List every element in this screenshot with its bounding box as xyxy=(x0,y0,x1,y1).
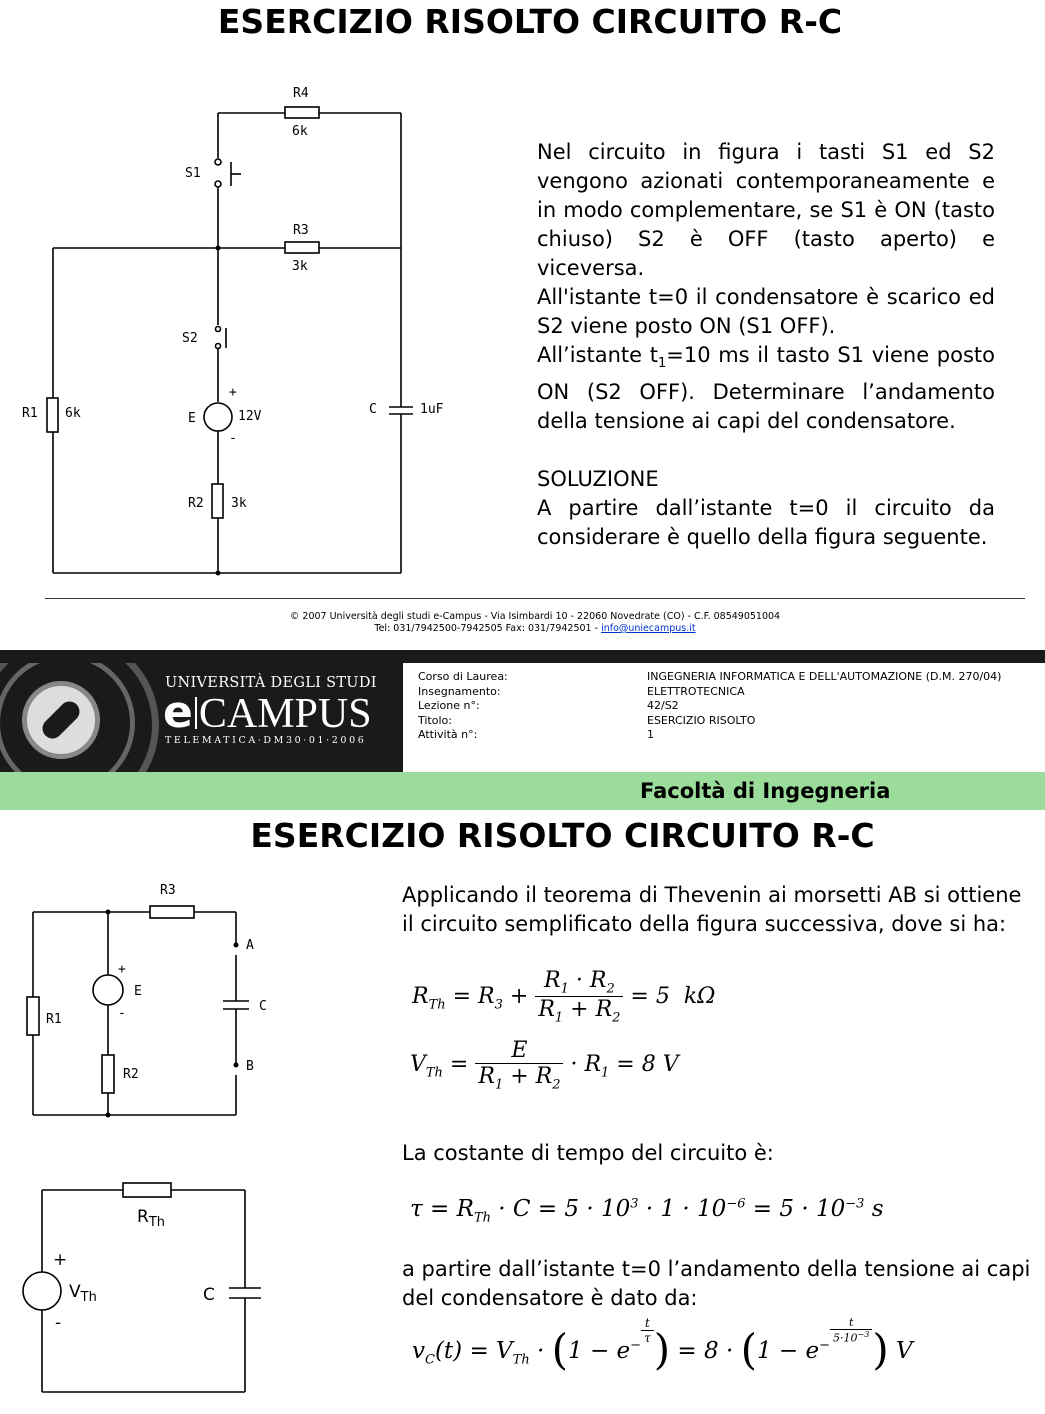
formula-rth: $R_{Th} = R_3$ + $\frac{R_1 \cdot R_2}{R_1 + R_2}$ = 5 kΩ xyxy=(412,968,716,1026)
course-info-panel xyxy=(403,663,1045,772)
r3-label: R3 xyxy=(160,883,176,898)
footer-divider xyxy=(45,598,1025,599)
r3-value: 3k xyxy=(292,259,308,274)
r1-label: R1 xyxy=(22,406,38,421)
s2-label: S2 xyxy=(182,331,198,346)
ecampus-wordmark: e CAMPUS xyxy=(163,687,372,738)
c-label: C xyxy=(203,1285,215,1305)
r1-value: 6k xyxy=(65,406,81,421)
circuit-diagram-rc xyxy=(15,80,475,585)
solution-paragraph: A partire dall’istante t=0 il circuito da considerare è quello della figura seguente. xyxy=(537,496,995,550)
header-top-bar xyxy=(0,650,1045,663)
r2-label: R2 xyxy=(123,1067,139,1082)
page-2-title: ESERCIZIO RISOLTO CIRCUITO R-C xyxy=(250,816,875,855)
terminal-a-label: A xyxy=(246,938,254,953)
r4-value: 6k xyxy=(292,124,308,139)
r4-label: R4 xyxy=(293,86,309,101)
solution-heading: SOLUZIONE xyxy=(537,467,659,492)
faculty-name: Facoltà di Ingegneria xyxy=(640,779,891,803)
e-plus: + xyxy=(118,962,126,977)
r2-value: 3k xyxy=(231,496,247,511)
university-subtitle: TELEMATICA·DM30·01·2006 xyxy=(165,735,367,746)
problem-paragraph-2: All'istante t=0 il condensatore è scarico ed S2 viene posto ON (S1 OFF). xyxy=(537,285,995,338)
course-info-labels: Corso di Laurea: Insegnamento: Lezione n°: Titolo: Attività n°: xyxy=(418,670,508,741)
footer-email-link[interactable]: info@uniecampus.it xyxy=(601,623,696,634)
formula-vc: $v_C(t) = V_{Th} \cdot (1 - e^{- \frac{t}{\tau}}$ ) = $8 \cdot (1 - e^{- \frac{t}{5\cdot 10^{-3}}}$ ) V xyxy=(412,1316,913,1374)
university-logo-panel xyxy=(0,663,403,772)
e-minus: - xyxy=(118,1006,126,1021)
capacitor-voltage-text: a partire dall’istante t=0 l’andamento della tensione ai capi del condensatore è dato da: xyxy=(402,1257,1031,1310)
vth-plus: + xyxy=(53,1250,68,1270)
vth-label: $V_{Th}$ xyxy=(69,1282,97,1305)
r2-label: R2 xyxy=(188,496,204,511)
thevenin-intro: Applicando il teorema di Thevenin ai morsetti AB si ottiene il circuito semplificato della figura successiva, dove si ha: xyxy=(402,883,1022,936)
university-name: UNIVERSITÀ DEGLI STUDI xyxy=(165,675,377,691)
e-label: E xyxy=(188,411,196,426)
time-constant-text: La costante di tempo del circuito è: xyxy=(402,1141,774,1165)
circuit-diagram-thevenin-equivalent xyxy=(15,1170,265,1400)
footer-line-1: © 2007 Università degli studi e-Campus - Via Isimbardi 10 - 22060 Novedrate (CO) - C.F. 08549051004 xyxy=(289,611,781,622)
course-info-values: INGEGNERIA INFORMATICA E DELL'AUTOMAZIONE (D.M. 270/04) ELETTROTECNICA 42/S2 ESERCIZIO RISOLTO 1 xyxy=(647,670,1002,741)
vth-minus: - xyxy=(55,1313,62,1333)
footer-line-2: Tel: 031/7942500-7942505 Fax: 031/7942501 - info@uniecampus.it xyxy=(374,623,696,634)
c-label: C xyxy=(369,402,377,417)
terminal-b-label: B xyxy=(246,1059,254,1074)
problem-text xyxy=(537,138,995,552)
circuit-diagram-thevenin-setup xyxy=(15,875,295,1125)
formula-tau: $\tau = R_{Th} \cdot C = 5 \cdot 10^3 \cdot 1 \cdot 10^{-6} = 5 \cdot 10^{-3}$ s xyxy=(410,1196,884,1226)
r3-label: R3 xyxy=(293,223,309,238)
e-value: 12V xyxy=(238,409,262,424)
rth-label: $R_{Th}$ xyxy=(137,1207,165,1230)
page-title: ESERCIZIO RISOLTO CIRCUITO R-C xyxy=(217,2,843,41)
e-minus: - xyxy=(229,431,237,446)
faculty-bar xyxy=(0,772,1045,810)
ecampus-emblem-icon xyxy=(22,681,100,759)
s1-label: S1 xyxy=(185,166,201,181)
r1-label: R1 xyxy=(46,1012,62,1027)
e-label: E xyxy=(134,984,142,999)
problem-paragraph-3: All’istante $t_1=10$ ms il tasto S1 viene posto ON (S2 OFF). Determinare l’andamento della tensione ai capi del condensatore. xyxy=(537,343,995,434)
formula-vth: $V_{Th}$ = $\frac{E}{R_1 + R_2}$ · $R_1 = 8$ V xyxy=(410,1038,679,1093)
page-break xyxy=(0,640,1045,650)
c-value: 1uF xyxy=(420,402,444,417)
e-plus: + xyxy=(229,385,237,400)
c-label: C xyxy=(259,999,267,1014)
problem-paragraph-1: Nel circuito in figura i tasti S1 ed S2 vengono azionati contemporaneamente e in modo complementare, se S1 è ON (tasto chiuso) S2 è OFF (tasto aperto) e viceversa. xyxy=(537,140,995,280)
